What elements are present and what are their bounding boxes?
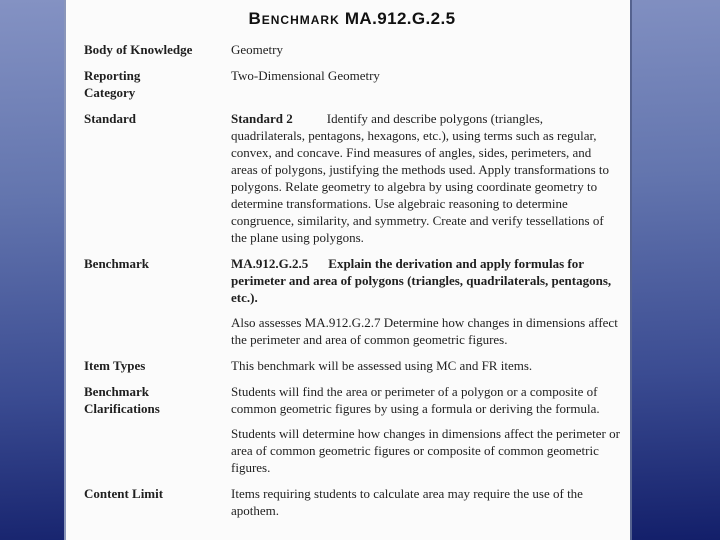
row-label-line: Body of Knowledge — [84, 42, 193, 57]
paragraph — [231, 425, 620, 476]
paragraph-text: Students will determine how changes in dimensions affect the perimeter or area of common geometric figures or composite of common geometric figures. — [231, 426, 620, 475]
row-content — [231, 67, 620, 101]
row-content — [231, 383, 620, 476]
table-row-standard — [84, 110, 620, 246]
row-label — [84, 383, 231, 476]
table-row-benchmark — [84, 255, 620, 348]
row-label-line: Item Types — [84, 358, 146, 373]
row-label-line: Benchmark — [84, 256, 149, 271]
row-content — [231, 110, 620, 246]
row-label — [84, 357, 231, 374]
row-label — [84, 110, 231, 246]
paragraph-text: Items requiring students to calculate area may require the use of the apothem. — [231, 486, 583, 518]
row-label-line: Category — [84, 85, 136, 100]
paragraph-text: Explain the derivation and apply formulas for perimeter and area of polygons (triangles, quadrilaterals, pentagons, etc.). — [231, 256, 612, 305]
row-content — [231, 255, 620, 348]
row-label — [84, 485, 231, 519]
page-title — [84, 9, 620, 29]
paragraph-lead: MA.912.G.2.5 — [231, 256, 309, 271]
paragraph-text: Also assesses MA.912.G.2.7 Determine how changes in dimensions affect the perimeter and area of common geometric figures. — [231, 315, 618, 347]
row-content — [231, 41, 620, 58]
paragraph — [231, 67, 620, 84]
row-label-line: Reporting — [84, 68, 141, 83]
paragraph-text: Two-Dimensional Geometry — [231, 68, 380, 83]
paragraph — [231, 485, 620, 519]
row-label-line: Benchmark — [84, 384, 149, 399]
paragraph — [231, 357, 620, 374]
paragraph — [231, 383, 620, 417]
document-page — [64, 0, 632, 540]
row-label — [84, 67, 231, 101]
table-row-content-limit — [84, 485, 620, 519]
table-row-body-of-knowledge — [84, 41, 620, 58]
row-label-line: Clarifications — [84, 401, 160, 416]
row-label-line: Content Limit — [84, 486, 164, 501]
table-row-benchmark-clarifications — [84, 383, 620, 476]
paragraph — [231, 41, 620, 58]
row-label-line: Standard — [84, 111, 137, 126]
table-row-item-types — [84, 357, 620, 374]
row-label — [84, 255, 231, 348]
paragraph-text: Students will find the area or perimeter of a polygon or a composite of common geometric figures by using a formula or deriving the formula. — [231, 384, 600, 416]
title-benchmark-word: Benchmark — [248, 9, 340, 28]
title-benchmark-code: MA.912.G.2.5 — [344, 9, 456, 28]
paragraph — [231, 255, 620, 306]
paragraph-text: This benchmark will be assessed using MC and FR items. — [231, 358, 533, 373]
paragraph-text: Geometry — [231, 42, 283, 57]
paragraph — [231, 314, 620, 348]
paragraph-text: Identify and describe polygons (triangles, quadrilaterals, pentagons, hexagons, etc.), using terms such as regular, convex, and concave. Find measures of angles, sides, perimeters, and areas of polygons, justifying the methods used. Apply transformations to polygons. Relate geometry to algebra by using coordinate geometry to determine transformations. Use algebraic reasoning to determine congruence, similarity, and symmetry. Create and verify tessellations of the plane using polygons. — [231, 111, 610, 245]
row-content — [231, 485, 620, 519]
row-label — [84, 41, 231, 58]
table-row-reporting-category — [84, 67, 620, 101]
row-content — [231, 357, 620, 374]
paragraph — [231, 110, 620, 246]
paragraph-lead: Standard 2 — [231, 111, 293, 126]
